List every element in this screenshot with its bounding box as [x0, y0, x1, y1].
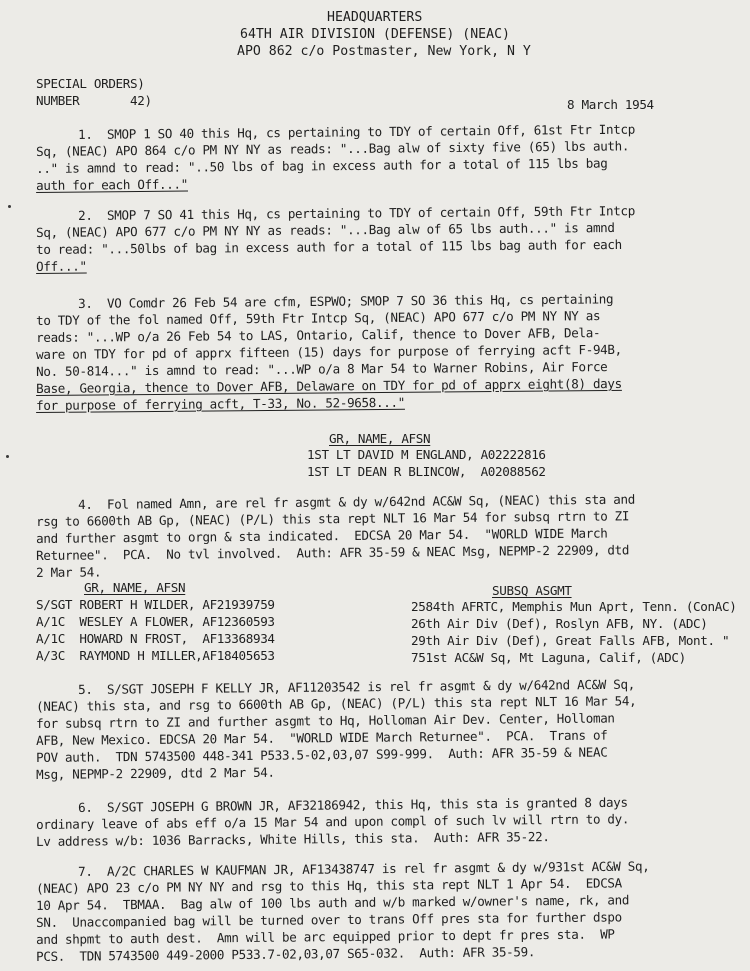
para7-line: 10 Apr 54. TBMAA. Bag alw of 100 lbs auth and w/b marked w/owner's name, rk, and [36, 892, 630, 913]
para5-line: POV auth. TDN 5743500 448-341 P533.5-02,03,07 S99-999. Auth: AFR 35-59 & NEAC [36, 744, 608, 765]
ink-mark [6, 455, 9, 458]
para7-line: and shpmt to auth dest. Amn will be arc equipped prior to dept fr pres sta. WP [36, 926, 615, 947]
para2-line: to read: "...50lbs of bag in excess auth for a total of 115 lbs bag auth for each [36, 236, 622, 257]
order-date: 8 March 1954 [567, 97, 654, 112]
ink-mark [8, 205, 11, 208]
header-org: HEADQUARTERS [327, 10, 423, 25]
para5-line: for subsq rtrn to ZI and further asgmt to Hq, Holloman Air Dev. Center, Holloman [36, 710, 615, 731]
airman-assignment: 29th Air Div (Def), Great Falls AFB, Mont. " [411, 633, 730, 648]
para2-line: Off..." [36, 258, 87, 274]
para7-line: PCS. TDN 5743500 449-2000 P533.7-02,03,07 S65-032. Auth: AFR 35-59. [36, 944, 536, 964]
airman-name: S/SGT ROBERT H WILDER, AF21939759 [36, 597, 275, 612]
para4-line: 2 Mar 54. [36, 564, 102, 580]
para3-line: reads: "...WP o/a 26 Feb 54 to LAS, Ontario, Calif, thence to Dover AFB, Dela- [36, 325, 601, 345]
special-orders-label: SPECIAL ORDERS) [36, 76, 145, 91]
header-division: 64TH AIR DIVISION (DEFENSE) (NEAC) [240, 27, 510, 42]
officer-row: 1ST LT DEAN R BLINCOW, A02088562 [307, 464, 546, 479]
airmen-col2-header: SUBSQ ASGMT [492, 583, 572, 598]
header-address: APO 862 c/o Postmaster, New York, N Y [237, 44, 531, 59]
officers-header: GR, NAME, AFSN [329, 431, 431, 446]
para6-line: Lv address w/b: 1036 Barracks, White Hills, this sta. Auth: AFR 35-22. [36, 829, 550, 849]
para5-line: AFB, New Mexico. EDCSA 20 Mar 54. "WORLD WIDE March Returnee". PCA. Trans of [36, 727, 608, 748]
para3-line: ware on TDY for pd of apprx fifteen (15) days for purpose of ferrying acft F-94B, [36, 341, 622, 362]
para4-line: Returnee". PCA. No tvl involved. Auth: AFR 35-59 & NEAC Msg, NEPMP-2 22909, dtd [36, 542, 630, 563]
para2-line: Sq, (NEAC) APO 677 c/o PM NY NY as reads: "...Bag alw of 65 lbs auth..." is amnd [36, 219, 615, 240]
para6-line: ordinary leave of abs eff o/a 15 Mar 54 and upon compl of such lv will rtrn to dy. [36, 811, 630, 832]
para7-line: SN. Unaccompanied bag will be turned over to trans Off pres sta for further dspo [36, 909, 622, 930]
para3-line: No. 50-814..." is amnd to read: "...WP o/a 8 Mar 54 to Warner Robins, Air Force [36, 359, 608, 379]
para7-line: (NEAC) APO 23 c/o PM NY NY and rsg to this Hq, this sta rept NLT 1 Apr 54. EDCSA [36, 875, 622, 896]
officer-row: 1ST LT DAVID M ENGLAND, A02222816 [307, 447, 546, 462]
para5-line: Msg, NEPMP-2 22909, dtd 2 Mar 54. [36, 764, 275, 782]
para7-line: 7. A/2C CHARLES W KAUFMAN JR, AF13438747 is rel fr asgmt & dy w/931st AC&W Sq, [78, 858, 650, 879]
para2-line: 2. SMOP 7 SO 41 this Hq, cs pertaining to TDY of certain Off, 59th Ftr Intcp [78, 203, 635, 223]
para6-line: 6. S/SGT JOSEPH G BROWN JR, AF32186942, this Hq, this sta is granted 8 days [78, 794, 628, 815]
para4-line: 4. Fol named Amn, are rel fr asgmt & dy w/642nd AC&W Sq, (NEAC) this sta and [78, 491, 635, 512]
para5-line: (NEAC) this sta, and rsg to 6600th AB Gp, (NEAC) (P/L) this sta rept NLT 16 Mar 54, [36, 693, 637, 714]
para1-line: 1. SMOP 1 SO 40 this Hq, cs pertaining to TDY of certain Off, 61st Ftr Intcp [78, 121, 635, 142]
para3-line: to TDY of the fol named Off, 59th Ftr Intcp Sq, (NEAC) APO 677 c/o PM NY NY as [36, 308, 601, 328]
para4-line: and further asgmt to orgn & sta indicated. EDCSA 20 Mar 54. "WORLD WIDE March [36, 525, 608, 546]
para3-line: Base, Georgia, thence to Dover AFB, Delaware on TDY for pd of apprx eight(8) days [36, 375, 622, 396]
airman-name: A/1C HOWARD N FROST, AF13368934 [36, 631, 275, 646]
para3-line: for purpose of ferrying acft, T-33, No. 52-9658..." [36, 394, 405, 413]
order-number: NUMBER 42) [36, 93, 152, 108]
para1-line: auth for each Off..." [36, 176, 189, 193]
airman-assignment: 26th Air Div (Def), Roslyn AFB, NY. (ADC) [411, 616, 708, 631]
airman-name: A/1C WESLEY A FLOWER, AF12360593 [36, 614, 275, 629]
airman-name: A/3C RAYMOND H MILLER,AF18405653 [36, 648, 275, 663]
para1-line: .." is amnd to read: "..50 lbs of bag in excess auth for a total of 115 lbs bag [36, 155, 608, 176]
para3-line: 3. VO Comdr 26 Feb 54 are cfm, ESPWO; SMOP 7 SO 36 this Hq, cs pertaining [78, 291, 614, 311]
airman-assignment: 2584th AFRTC, Memphis Mun Aprt, Tenn. (ConAC) [411, 599, 737, 614]
para5-line: 5. S/SGT JOSEPH F KELLY JR, AF11203542 is rel fr asgmt & dy w/642nd AC&W Sq, [78, 676, 635, 697]
para1-line: Sq, (NEAC) APO 864 c/o PM NY NY as reads: "...Bag alw of sixty five (65) lbs auth. [36, 138, 630, 159]
airmen-col1-header: GR, NAME, AFSN [84, 580, 186, 595]
para4-line: rsg to 6600th AB Gp, (NEAC) (P/L) this sta rept NLT 16 Mar 54 for subsq rtrn to ZI [36, 508, 630, 529]
airman-assignment: 751st AC&W Sq, Mt Laguna, Calif, (ADC) [411, 650, 686, 665]
